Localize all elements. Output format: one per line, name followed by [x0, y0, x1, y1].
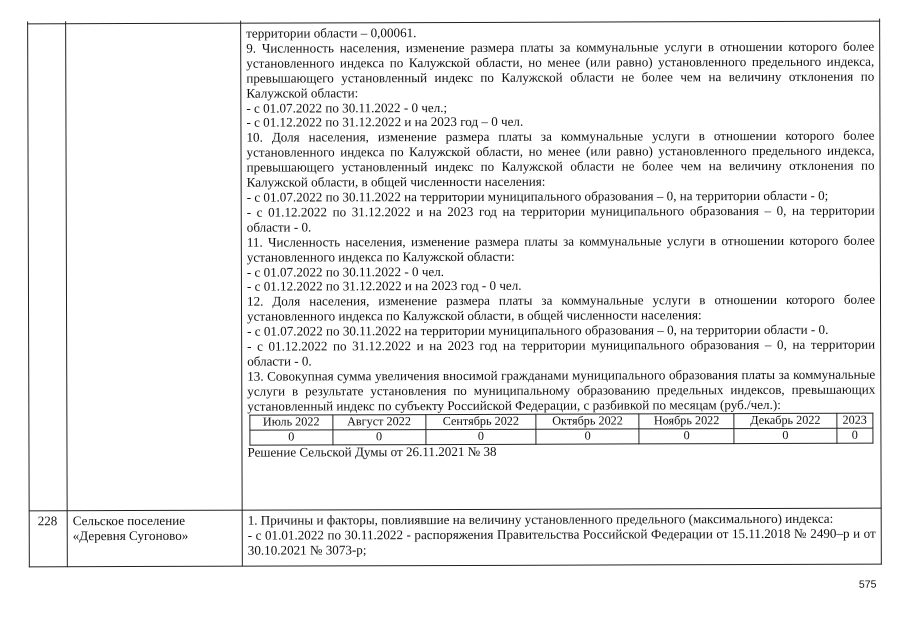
- table-border-left: [27, 21, 30, 567]
- table-border-bottom: [29, 564, 882, 568]
- paragraph: 9. Численность населения, изменение размера платы за коммунальные услуги в отношении которого более установленного индекса по Калужской области, но менее (или равно) установленного предельного индекса, превышающего установленный индекс по Калужской области не более чем на величину отклонения по Калужской области:: [246, 38, 875, 101]
- paragraph: - с 01.07.2022 по 30.11.2022 - 0 чел.;: [246, 99, 448, 116]
- row-content: [248, 511, 876, 558]
- previous-row-content: [246, 25, 875, 460]
- paragraph: 12. Доля населения, изменение размера платы за коммунальные услуги в отношении которого более установленного индекса по Калужской области, в общей численности населения:: [246, 291, 876, 324]
- municipality-name: [73, 513, 241, 544]
- value-cell: 0: [250, 429, 333, 444]
- header-cell: Август 2022: [333, 414, 426, 429]
- municipality-name-line: «Деревня Сугоново»: [72, 527, 189, 544]
- header-cell: Ноябрь 2022: [639, 413, 734, 428]
- municipality-name-line: Сельское поселение: [72, 512, 186, 529]
- paragraph: 10. Доля населения, изменение размера платы за коммунальные услуги в отношении которого более установленного индекса по Калужской области, но менее (или равно) установленного предельного индекса, превышающего установленный индекс по Калужской области не более чем на величину отклонения по Калужской области, в общей численности населения:: [246, 128, 875, 190]
- table-border-col2: [65, 21, 68, 567]
- value-cell: 0: [425, 429, 536, 444]
- table-border-right: [879, 19, 882, 565]
- paragraph: 1. Причины и факторы, повлиявшие на величину установленного предельного (максимального) индекса:: [247, 510, 834, 528]
- decision-reference: Решение Сельской Думы от 26.11.2021 № 38: [247, 443, 497, 460]
- paragraph: - с 01.01.2022 по 30.11.2022 - распоряжения Правительства Российской Федерации от 15.11.2018 № 2490–р и от 30.10.2021 № 3073-р;: [247, 525, 876, 558]
- value-cell: 0: [734, 428, 836, 443]
- value-cell: 0: [639, 428, 734, 443]
- paragraph: - с 01.07.2022 по 30.11.2022 - 0 чел.: [246, 263, 445, 280]
- paragraph: - с 01.12.2022 по 31.12.2022 и на 2023 год на территории муниципального образования – 0, на территории области - 0.: [246, 202, 875, 235]
- paragraph: - с 01.12.2022 по 31.12.2022 и на 2023 год – 0 чел.: [246, 114, 524, 131]
- paragraph: территории области – 0,00061.: [246, 25, 417, 41]
- paragraph: - с 01.07.2022 по 30.11.2022 на территории муниципального образования – 0, на территории области - 0;: [246, 187, 829, 205]
- paragraph: - с 01.12.2022 по 31.12.2022 и на 2023 год на территории муниципального образования – 0, на территории области - 0.: [247, 336, 876, 369]
- value-cell: 0: [836, 428, 872, 443]
- paragraph: 11. Численность населения, изменение размера платы за коммунальные услуги в отношении которого более установленного индекса по Калужской области:: [246, 232, 875, 265]
- value-cell: 0: [536, 428, 639, 443]
- header-cell: Июль 2022: [250, 414, 333, 429]
- paragraph: - с 01.07.2022 по 30.11.2022 на территории муниципального образования – 0, на территории области - 0.: [247, 321, 829, 339]
- header-cell: Декабрь 2022: [734, 413, 836, 428]
- header-cell: 2023: [836, 413, 872, 428]
- table-border-col3: [240, 21, 243, 567]
- paragraph: 13. Совокупная сумма увеличения вносимой гражданами муниципального образования платы за коммунальные услуги в результате установления по муниципальному образованию предельных индексов, превышающих установленный индекс по субъекту Российской Федерации, с разбивкой по месяцам (руб./чел.):: [247, 366, 876, 414]
- monthly-sum-table: [249, 412, 873, 445]
- header-cell: Сентябрь 2022: [425, 414, 536, 429]
- header-cell: Октябрь 2022: [536, 413, 639, 428]
- table-border-top: [27, 21, 880, 25]
- page-number: 575: [858, 578, 877, 591]
- paragraph: - с 01.12.2022 по 31.12.2022 и на 2023 год - 0 чел.: [246, 278, 522, 295]
- row-number: 228: [37, 513, 58, 529]
- value-cell: 0: [333, 429, 426, 444]
- table-row: [250, 428, 873, 445]
